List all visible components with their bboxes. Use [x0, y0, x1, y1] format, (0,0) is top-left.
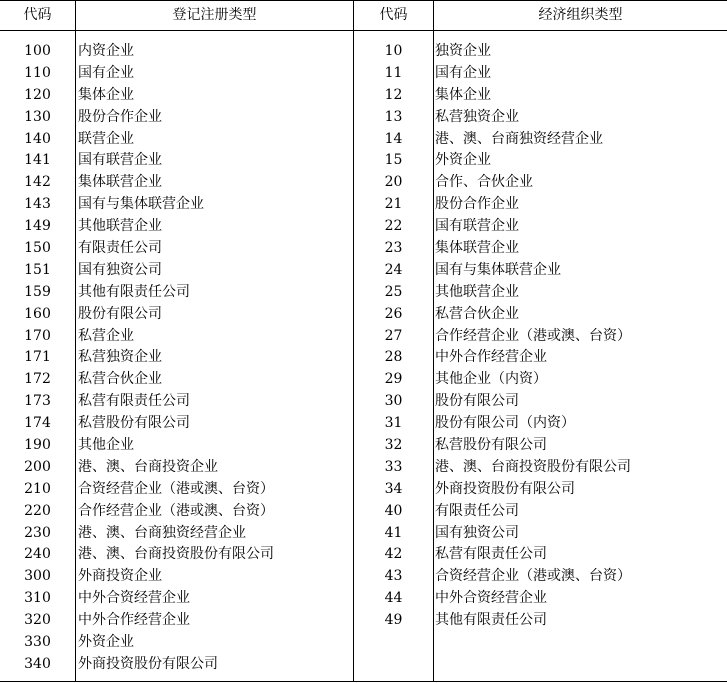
org-code: 30: [384, 393, 403, 410]
org-name: 国有独资公司: [435, 524, 519, 541]
registration-code: 310: [24, 590, 51, 607]
registration-name: 国有与集体联营企业: [78, 196, 204, 213]
registration-name: 股份合作企业: [78, 108, 162, 125]
registration-name: 合作经营企业（港或澳、台资）: [78, 502, 274, 519]
registration-code: 130: [24, 108, 51, 125]
org-code: 32: [384, 437, 403, 454]
bottom-border: [0, 681, 727, 682]
registration-code: 200: [24, 458, 51, 475]
registration-name: 私营合伙企业: [78, 371, 162, 388]
registration-code: 100: [24, 43, 51, 59]
divider-right-code: [433, 0, 434, 682]
org-name: 国有联营企业: [435, 218, 519, 235]
org-name: 其他有限责任公司: [435, 612, 547, 629]
org-code: 12: [384, 86, 403, 103]
org-code: 43: [384, 568, 403, 585]
registration-code: 240: [24, 546, 51, 563]
org-name: 外资企业: [435, 152, 491, 169]
registration-code: 159: [24, 283, 51, 300]
org-code: 21: [384, 196, 403, 213]
registration-name: 国有联营企业: [78, 152, 162, 169]
registration-code: 171: [24, 349, 51, 366]
registration-name: 国有企业: [78, 64, 134, 81]
org-code: 41: [384, 524, 403, 541]
org-name: 集体联营企业: [435, 240, 519, 257]
org-code: 22: [384, 218, 403, 235]
registration-code: 300: [24, 568, 51, 585]
header-registration-type: 登记注册类型: [172, 7, 257, 23]
registration-code: 151: [24, 261, 51, 278]
org-code: 23: [384, 240, 403, 257]
registration-name: 外商投资企业: [78, 568, 162, 585]
registration-code: 120: [24, 86, 51, 103]
registration-code: 172: [24, 371, 51, 388]
registration-name: 国有独资公司: [78, 261, 162, 278]
registration-name: 外资企业: [78, 634, 134, 651]
header-code-right: 代码: [379, 7, 408, 23]
org-name: 私营独资企业: [435, 108, 519, 125]
org-name: 港、澳、台商独资经营企业: [435, 130, 603, 147]
org-name: 其他企业（内资）: [435, 371, 547, 388]
org-code: 28: [384, 349, 403, 366]
registration-code: 170: [24, 327, 51, 344]
registration-name: 私营股份有限公司: [78, 415, 190, 432]
registration-name: 中外合资经营企业: [78, 590, 190, 607]
org-name: 其他联营企业: [435, 283, 519, 300]
org-code: 34: [384, 480, 403, 497]
org-code: 29: [384, 371, 403, 388]
registration-name: 港、澳、台商独资经营企业: [78, 524, 246, 541]
registration-name: 集体企业: [78, 86, 134, 103]
registration-name: 其他联营企业: [78, 218, 162, 235]
top-border: [0, 0, 727, 1]
org-name: 股份合作企业: [435, 196, 519, 213]
org-name: 私营有限责任公司: [435, 546, 547, 563]
registration-code: 142: [24, 174, 51, 191]
org-code: 26: [384, 305, 403, 322]
org-name: 集体企业: [435, 86, 491, 103]
org-code: 33: [384, 458, 403, 475]
org-name: 外商投资股份有限公司: [435, 480, 575, 497]
org-name: 国有企业: [435, 64, 491, 81]
org-name: 国有与集体联营企业: [435, 261, 561, 278]
org-code: 27: [384, 327, 403, 344]
registration-name: 港、澳、台商投资企业: [78, 458, 218, 475]
registration-name-column: [78, 41, 352, 676]
org-name-column: [435, 41, 725, 632]
org-code: 11: [384, 64, 403, 81]
org-code: 49: [384, 612, 403, 629]
registration-code: 140: [24, 130, 51, 147]
org-code-column: [354, 41, 433, 632]
registration-code: 174: [24, 415, 51, 432]
registration-code: 160: [24, 305, 51, 322]
org-name: 港、澳、台商投资股份有限公司: [435, 458, 631, 475]
registration-code: 320: [24, 612, 51, 629]
org-name: 私营合伙企业: [435, 305, 519, 322]
registration-code: 220: [24, 502, 51, 519]
registration-name: 集体联营企业: [78, 174, 162, 191]
registration-name: 股份有限公司: [78, 305, 162, 322]
registration-code: 190: [24, 437, 51, 454]
org-name: 私营股份有限公司: [435, 437, 547, 454]
registration-name: 中外合作经营企业: [78, 612, 190, 629]
org-code: 42: [384, 546, 403, 563]
registration-code: 330: [24, 634, 51, 651]
registration-name: 私营企业: [78, 327, 134, 344]
registration-name: 港、澳、台商投资股份有限公司: [78, 546, 274, 563]
divider-left-code: [75, 0, 76, 682]
registration-name: 内资企业: [78, 43, 134, 59]
registration-name: 有限责任公司: [78, 240, 162, 257]
registration-code: 173: [24, 393, 51, 410]
org-name: 股份有限公司（内资）: [435, 415, 575, 432]
registration-code: 230: [24, 524, 51, 541]
org-code: 20: [384, 174, 403, 191]
registration-code: 149: [24, 218, 51, 235]
org-code: 15: [384, 152, 403, 169]
org-name: 中外合资经营企业: [435, 590, 547, 607]
registration-name: 其他企业: [78, 437, 134, 454]
registration-name: 外商投资股份有限公司: [78, 655, 218, 672]
registration-name: 其他有限责任公司: [78, 283, 190, 300]
header-economic-org-type: 经济组织类型: [538, 7, 623, 23]
org-name: 股份有限公司: [435, 393, 519, 410]
org-name: 独资企业: [435, 43, 491, 59]
registration-code: 143: [24, 196, 51, 213]
registration-code: 340: [24, 655, 51, 672]
org-code: 44: [384, 590, 403, 607]
org-code: 24: [384, 261, 403, 278]
org-code: 25: [384, 283, 403, 300]
header-separator: [0, 30, 727, 31]
header-code-left: 代码: [23, 7, 52, 23]
registration-code-column: [0, 41, 75, 676]
org-name: 合作、合伙企业: [435, 174, 533, 191]
registration-name: 私营有限责任公司: [78, 393, 190, 410]
org-code: 13: [384, 108, 403, 125]
org-code: 14: [384, 130, 403, 147]
registration-code: 210: [24, 480, 51, 497]
registration-name: 私营独资企业: [78, 349, 162, 366]
registration-name: 合资经营企业（港或澳、台资）: [78, 480, 274, 497]
org-code: 31: [384, 415, 403, 432]
org-name: 有限责任公司: [435, 502, 519, 519]
org-code: 40: [384, 502, 403, 519]
org-code: 10: [384, 43, 403, 59]
org-name: 合资经营企业（港或澳、台资）: [435, 568, 631, 585]
org-name: 中外合作经营企业: [435, 349, 547, 366]
org-name: 合作经营企业（港或澳、台资）: [435, 327, 631, 344]
registration-name: 联营企业: [78, 130, 134, 147]
registration-code: 110: [24, 64, 51, 81]
registration-code: 141: [24, 152, 51, 169]
registration-code: 150: [24, 240, 51, 257]
